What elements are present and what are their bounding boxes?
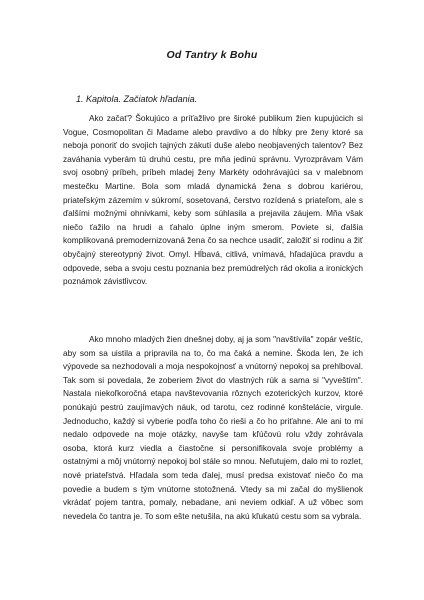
paragraph: Ako mnoho mladých žien dnešnej doby, aj ja som "navštívila" zopár veštíc, aby som sa uistila a pripravila na to, čo ma čaká a nemine. Škoda len, že ich výpovede sa nezhodovali a moja nespokojnosť a vnútorný nepokoj sa prehlboval. Tak som si povedala, že zoberiem život do vlastných rúk a sama si "vyveštím". Nastala niekoľkoročná etapa navštevovania rôznych ezoterických kurzov, ktoré ponúkajú pestrú zaujímavých náuk, od tarotu, cez rodinné konštelácie, virgule. Jednoducho, každý si vyberie podľa toho čo rieši a čo ho priťahne. Ale ani to mi nedalo odpovede na moje otázky, navyše tam kľúčovú rolu vždy zohrávala osoba, ktorá kurz viedla a čiastočne si personifikovala svoje problémy a ostatnými a môj vnútorný nepokoj bol stále so mnou. Neľutujem, dalo mi to rozlet, nové priateľstvá. Hľadala som teda ďalej, musí predsa existovať niečo čo ma povedie a budem s tým vnútorne stotožnená. Vtedy sa mi začal do myšlienok vkrádať pojem tantra, pomaly, nebadane, ani neviem odkiaľ. A už vôbec som nevedela čo tantra je. To som ešte netušila, na akú kľukatú cestu som sa vybrala.	[63, 334, 363, 521]
document-title: Od Tantry k Bohu	[166, 49, 258, 61]
paragraph: Ako začať? Šokujúco a príťažlivo pre široké publikum žien kupujúcich si Vogue, Cosmopolitan či Madame alebo pravdivo a do hĺbky pre ženy ktoré sa neboja ponoriť do svojich tajných zákutí duše alebo neobjavených talentov? Bez zaváhania vyberám tú druhú cestu, pre mňa jedinú správnu. Vyrozprávam Vám svoj osobný príbeh, príbeh mladej ženy Markéty odohrávajúci sa v malebnom mestečku Martine. Bola som mladá dynamická žena s dobrou kariérou, priateľským zázemím v súkromí, sosetovaná, čerstvo rozídená s priateľom, ale s ďalšími možnými ohnivkami, keby som súhlasila a prejavila záujem. Mňa však niečo ťažilo na hrudi a ťahalo úplne iným smerom. Poviete si, ďalšia komplikovaná premodernizovaná žena čo sa nechce usadiť, založiť si rodinu a žiť obyčajný stereotypný život. Omyl. Hĺbavá, citlivá, vnímavá, hľadajúca pravdu a odpovede, seba a svoju cestu poznania bez premúdrelých rád okolia a ironických poznámok závistlivcov.	[63, 113, 363, 287]
chapter-heading: 1. Kapitola. Začiatok hľadania.	[76, 94, 198, 104]
